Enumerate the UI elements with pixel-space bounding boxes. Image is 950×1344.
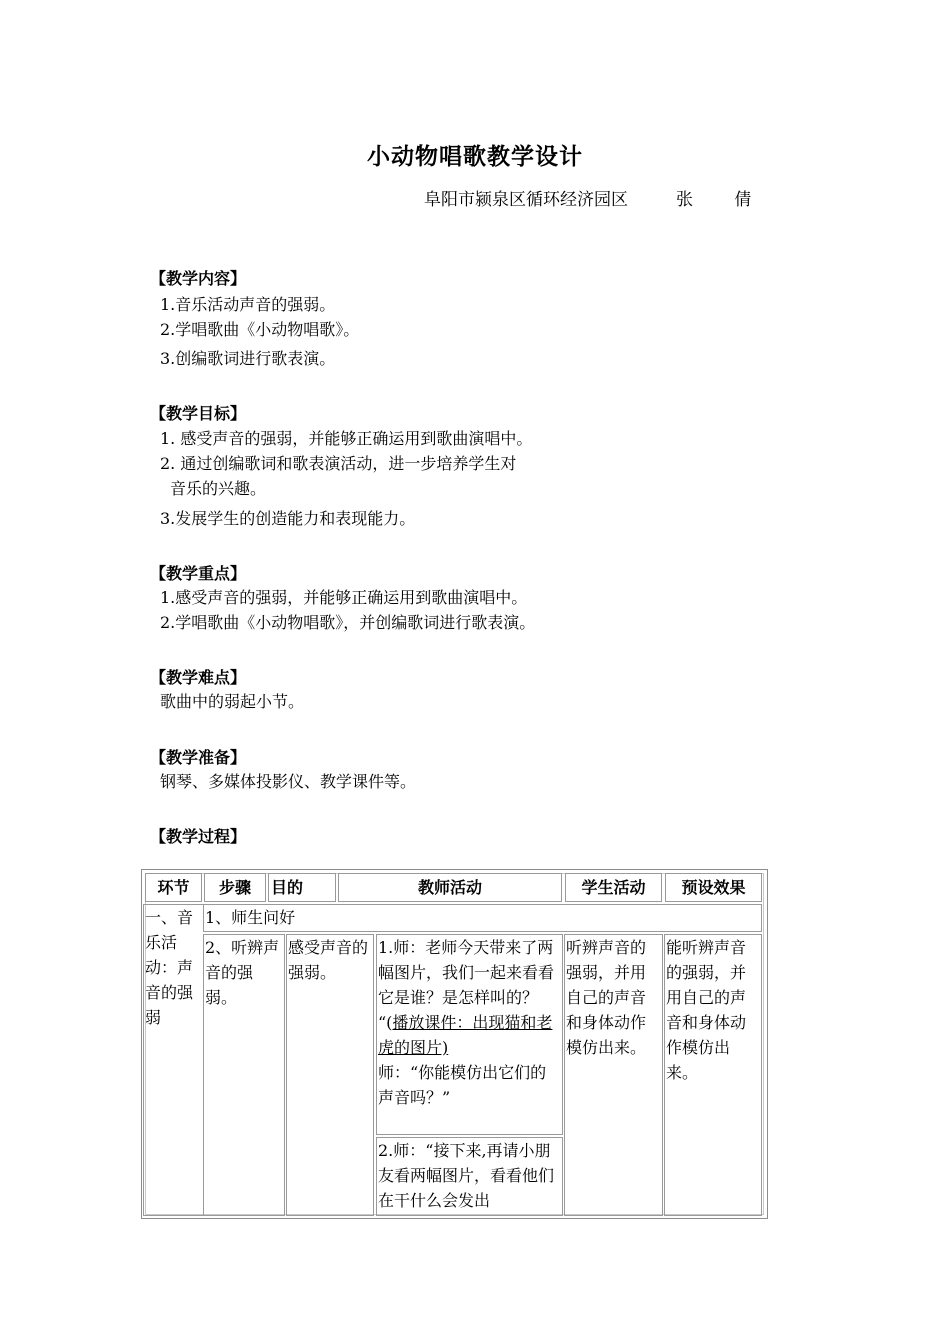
table-header: 环节 <box>145 873 202 902</box>
table-cell-teacher-activity-1 <box>376 934 563 1135</box>
teacher-activity-question: 师：“你能模仿出它们的声音吗？” <box>378 1063 547 1107</box>
prep-item: 钢琴、多媒体投影仪、教学课件等。 <box>160 772 417 791</box>
author-org: 阜阳市颍泉区循环经济园区 <box>424 190 628 210</box>
table-cell-teacher-activity-2: 2.师：“接下来,再请小朋友看两幅图片，看看他们在干什么会发出 <box>376 1137 563 1216</box>
goal-item: 3.发展学生的创造能力和表现能力。 <box>160 509 416 528</box>
table-cell-expected-effect: 能听辨声音的强弱，并用自己的声音和身体动作模仿出来。 <box>664 934 762 1216</box>
section-heading-goals: 【教学目标】 <box>150 404 247 423</box>
section-heading-prep: 【教学准备】 <box>150 748 247 767</box>
section-heading-difficulty: 【教学难点】 <box>150 668 247 687</box>
author-name: 张 倩 <box>676 190 770 210</box>
teacher-activity-media-prefix: “( <box>378 1013 393 1032</box>
teacher-activity-media <box>378 1010 561 1060</box>
table-cell-purpose: 感受声音的强弱。 <box>286 934 374 1216</box>
content-item: 3.创编歌词进行歌表演。 <box>160 349 336 368</box>
difficulty-item: 歌曲中的弱起小节。 <box>160 692 305 711</box>
table-header: 学生活动 <box>565 873 662 902</box>
table-cell-stage: 一、音乐活动：声音的强弱 <box>143 904 203 1216</box>
key-item: 1.感受声音的强弱，并能够正确运用到歌曲演唱中。 <box>160 588 528 607</box>
document-title: 小动物唱歌教学设计 <box>367 144 583 170</box>
content-item: 2.学唱歌曲《小动物唱歌》。 <box>160 320 360 339</box>
table-header: 教师活动 <box>338 873 562 902</box>
section-heading-content: 【教学内容】 <box>150 269 247 288</box>
goal-item: 1. 感受声音的强弱，并能够正确运用到歌曲演唱中。 <box>160 429 533 448</box>
table-cell-greeting: 1、师生问好 <box>203 904 762 932</box>
goal-item: 2. 通过创编歌词和歌表演活动，进一步培养学生对 <box>160 454 517 473</box>
section-heading-process: 【教学过程】 <box>150 827 247 846</box>
author-line <box>424 185 769 210</box>
table-header: 步骤 <box>204 873 266 902</box>
section-heading-key: 【教学重点】 <box>150 564 247 583</box>
table-cell-step: 2、听辨声音的强弱。 <box>203 934 285 1216</box>
table-cell-student-activity: 听辨声音的强弱，并用自己的声音和身体动作模仿出来。 <box>564 934 663 1216</box>
key-item: 2.学唱歌曲《小动物唱歌》，并创编歌词进行歌表演。 <box>160 613 536 632</box>
courseware-note: 播放课件：出现猫和老虎的图片) <box>378 1013 553 1057</box>
teacher-activity-text: 1.师：老师今天带来了两幅图片，我们一起来看看它是谁？是怎样叫的？ <box>378 938 555 1007</box>
table-header: 目的 <box>268 873 336 902</box>
content-item: 1.音乐活动声音的强弱。 <box>160 295 336 314</box>
table-header: 预设效果 <box>665 873 762 902</box>
goal-item: 音乐的兴趣。 <box>170 479 267 498</box>
